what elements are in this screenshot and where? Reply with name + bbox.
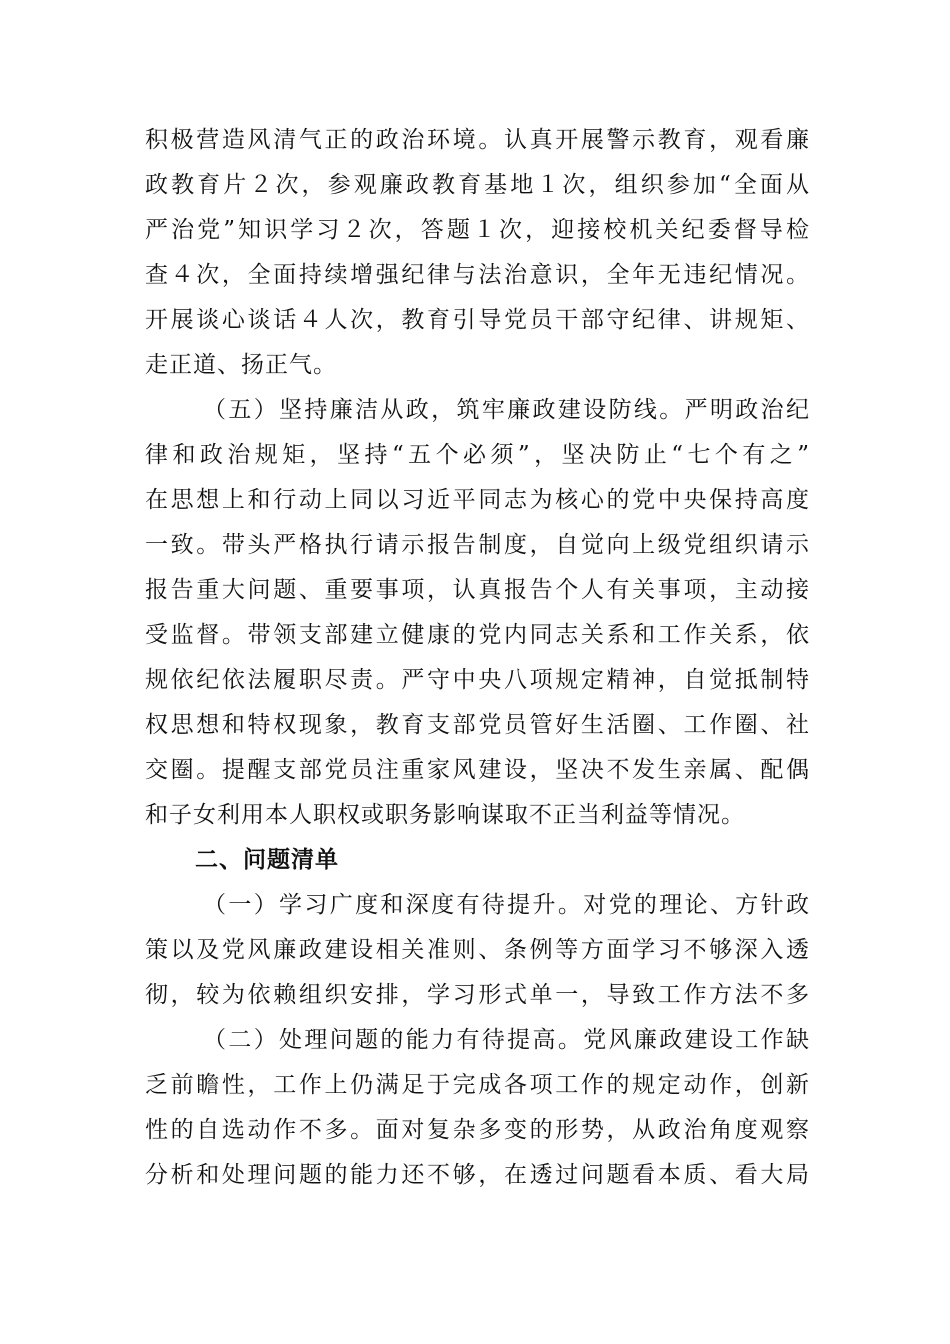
text-line: 查４次，全面持续增强纪律与法治意识，全年无违纪情况。	[145, 262, 810, 288]
text-line: 政教育片２次，参观廉政教育基地１次，组织参加“全面从	[145, 172, 810, 198]
text-line: 严治党”知识学习２次，答题１次，迎接校机关纪委督导检	[145, 217, 810, 243]
text-line: 开展谈心谈话４人次，教育引导党员干部守纪律、讲规矩、	[145, 307, 810, 333]
text-line: 受监督。带领支部建立健康的党内同志关系和工作关系，依	[145, 622, 810, 648]
text-line: 积极营造风清气正的政治环境。认真开展警示教育，观看廉	[145, 127, 810, 153]
text-line: 策以及党风廉政建设相关准则、条例等方面学习不够深入透	[145, 937, 810, 963]
document-body	[145, 118, 810, 1198]
text-line: 一致。带头严格执行请示报告制度，自觉向上级党组织请示	[145, 532, 810, 558]
text-line: 分析和处理问题的能力还不够，在透过问题看本质、看大局	[145, 1162, 810, 1188]
text-line: 律和政治规矩，坚持“五个必须”，坚决防止“七个有之”	[145, 442, 810, 468]
paragraph-first-line: （一）学习广度和深度有待提升。对党的理论、方针政	[203, 892, 810, 918]
text-line: 权思想和特权现象，教育支部党员管好生活圈、工作圈、社	[145, 712, 810, 738]
text-line: 交圈。提醒支部党员注重家风建设，坚决不发生亲属、配偶	[145, 757, 810, 783]
text-line: 和子女利用本人职权或职务影响谋取不正当利益等情况。	[145, 802, 745, 828]
section-heading: 二、问题清单	[195, 847, 339, 873]
text-line: 乏前瞻性，工作上仍满足于完成各项工作的规定动作，创新	[145, 1072, 810, 1098]
paragraph-first-line: （二）处理问题的能力有待提高。党风廉政建设工作缺	[203, 1027, 810, 1053]
text-line: 规依纪依法履职尽责。严守中央八项规定精神，自觉抵制特	[145, 667, 810, 693]
text-line: 报告重大问题、重要事项，认真报告个人有关事项，主动接	[145, 577, 810, 603]
text-line: 性的自选动作不多。面对复杂多变的形势，从政治角度观察	[145, 1117, 810, 1143]
paragraph-first-line: （五）坚持廉洁从政，筑牢廉政建设防线。严明政治纪	[203, 397, 810, 423]
text-line: 彻，较为依赖组织安排，学习形式单一，导致工作方法不多	[145, 982, 810, 1008]
text-line: 在思想上和行动上同以习近平同志为核心的党中央保持高度	[145, 487, 810, 513]
text-line: 走正道、扬正气。	[145, 352, 337, 378]
